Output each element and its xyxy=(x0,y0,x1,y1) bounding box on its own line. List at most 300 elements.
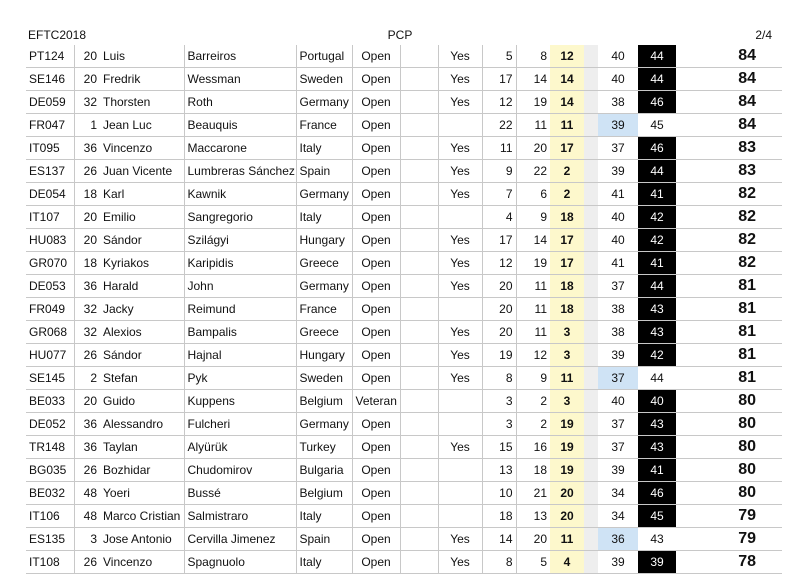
last-name: Alyürük xyxy=(184,436,296,459)
score-3: 20 xyxy=(550,505,584,528)
separator-cell xyxy=(584,252,598,275)
competitor-code: IT108 xyxy=(26,551,74,574)
empty-cell xyxy=(400,298,438,321)
table-row xyxy=(26,344,782,367)
empty-cell xyxy=(400,321,438,344)
class: Open xyxy=(352,413,400,436)
score-1: 22 xyxy=(482,114,516,137)
first-name: Alessandro xyxy=(100,413,184,436)
table-row xyxy=(26,321,782,344)
total-score: 83 xyxy=(676,160,782,183)
first-name: Jose Antonio xyxy=(100,528,184,551)
competitor-number: 32 xyxy=(74,321,100,344)
value-2: 44 xyxy=(638,45,676,68)
competitor-number: 20 xyxy=(74,390,100,413)
competitor-number: 36 xyxy=(74,275,100,298)
table-row xyxy=(26,528,782,551)
score-2: 14 xyxy=(516,229,550,252)
separator-cell xyxy=(584,275,598,298)
first-name: Taylan xyxy=(100,436,184,459)
total-score: 84 xyxy=(676,68,782,91)
value-2: 45 xyxy=(638,114,676,137)
value-1: 38 xyxy=(598,91,638,114)
table-row xyxy=(26,298,782,321)
separator-cell xyxy=(584,436,598,459)
value-2: 41 xyxy=(638,252,676,275)
competitor-number: 1 xyxy=(74,114,100,137)
yes-flag: Yes xyxy=(438,45,482,68)
last-name: Roth xyxy=(184,91,296,114)
first-name: Emilio xyxy=(100,206,184,229)
score-3: 14 xyxy=(550,91,584,114)
score-1: 10 xyxy=(482,482,516,505)
total-score: 82 xyxy=(676,252,782,275)
total-score: 84 xyxy=(676,114,782,137)
value-2: 43 xyxy=(638,436,676,459)
competitor-number: 26 xyxy=(74,344,100,367)
competitor-code: HU083 xyxy=(26,229,74,252)
separator-cell xyxy=(584,321,598,344)
yes-flag: Yes xyxy=(438,91,482,114)
score-1: 17 xyxy=(482,229,516,252)
score-1: 20 xyxy=(482,275,516,298)
competitor-code: DE053 xyxy=(26,275,74,298)
table-row xyxy=(26,183,782,206)
value-2: 43 xyxy=(638,321,676,344)
yes-flag xyxy=(438,505,482,528)
value-2: 42 xyxy=(638,229,676,252)
yes-flag: Yes xyxy=(438,137,482,160)
last-name: Bussé xyxy=(184,482,296,505)
total-score: 82 xyxy=(676,206,782,229)
total-score: 80 xyxy=(676,436,782,459)
class: Open xyxy=(352,528,400,551)
separator-cell xyxy=(584,206,598,229)
country: Spain xyxy=(296,528,352,551)
last-name: Cervilla Jimenez xyxy=(184,528,296,551)
competitor-code: SE146 xyxy=(26,68,74,91)
empty-cell xyxy=(400,45,438,68)
score-2: 11 xyxy=(516,275,550,298)
competitor-number: 36 xyxy=(74,413,100,436)
competitor-number: 18 xyxy=(74,252,100,275)
competitor-code: SE145 xyxy=(26,367,74,390)
score-2: 14 xyxy=(516,68,550,91)
separator-cell xyxy=(584,91,598,114)
value-2: 46 xyxy=(638,137,676,160)
score-3: 11 xyxy=(550,528,584,551)
last-name: Sangregorio xyxy=(184,206,296,229)
value-1: 39 xyxy=(598,344,638,367)
table-row xyxy=(26,252,782,275)
total-score: 79 xyxy=(676,528,782,551)
score-1: 18 xyxy=(482,505,516,528)
first-name: Marco Cristian xyxy=(100,505,184,528)
score-1: 19 xyxy=(482,344,516,367)
table-row xyxy=(26,367,782,390)
score-3: 18 xyxy=(550,206,584,229)
last-name: Salmistraro xyxy=(184,505,296,528)
country: Hungary xyxy=(296,229,352,252)
score-2: 20 xyxy=(516,137,550,160)
score-1: 8 xyxy=(482,551,516,574)
class: Open xyxy=(352,275,400,298)
table-row xyxy=(26,413,782,436)
score-3: 20 xyxy=(550,482,584,505)
total-score: 80 xyxy=(676,459,782,482)
score-2: 19 xyxy=(516,91,550,114)
class: Open xyxy=(352,160,400,183)
country: Italy xyxy=(296,551,352,574)
value-1: 37 xyxy=(598,367,638,390)
empty-cell xyxy=(400,459,438,482)
score-1: 4 xyxy=(482,206,516,229)
value-1: 39 xyxy=(598,459,638,482)
first-name: Alexios xyxy=(100,321,184,344)
country: Hungary xyxy=(296,344,352,367)
yes-flag xyxy=(438,298,482,321)
score-2: 16 xyxy=(516,436,550,459)
empty-cell xyxy=(400,344,438,367)
score-2: 2 xyxy=(516,390,550,413)
first-name: Fredrik xyxy=(100,68,184,91)
value-1: 36 xyxy=(598,528,638,551)
table-row xyxy=(26,551,782,574)
last-name: Maccarone xyxy=(184,137,296,160)
competitor-code: DE052 xyxy=(26,413,74,436)
empty-cell xyxy=(400,482,438,505)
first-name: Kyriakos xyxy=(100,252,184,275)
score-3: 3 xyxy=(550,321,584,344)
empty-cell xyxy=(400,275,438,298)
value-1: 41 xyxy=(598,183,638,206)
competitor-number: 18 xyxy=(74,183,100,206)
first-name: Jacky xyxy=(100,298,184,321)
table-row xyxy=(26,390,782,413)
first-name: Guido xyxy=(100,390,184,413)
value-2: 44 xyxy=(638,367,676,390)
score-3: 2 xyxy=(550,160,584,183)
class: Open xyxy=(352,252,400,275)
value-2: 41 xyxy=(638,183,676,206)
country: Italy xyxy=(296,137,352,160)
class: Open xyxy=(352,436,400,459)
yes-flag: Yes xyxy=(438,344,482,367)
total-score: 84 xyxy=(676,45,782,68)
last-name: Beauquis xyxy=(184,114,296,137)
score-2: 8 xyxy=(516,45,550,68)
score-2: 11 xyxy=(516,298,550,321)
country: Sweden xyxy=(296,367,352,390)
score-1: 9 xyxy=(482,160,516,183)
class: Veteran xyxy=(352,390,400,413)
last-name: Pyk xyxy=(184,367,296,390)
score-3: 17 xyxy=(550,252,584,275)
empty-cell xyxy=(400,390,438,413)
yes-flag: Yes xyxy=(438,321,482,344)
score-1: 3 xyxy=(482,413,516,436)
separator-cell xyxy=(584,528,598,551)
event-title: EFTC2018 xyxy=(28,28,87,42)
empty-cell xyxy=(400,413,438,436)
total-score: 82 xyxy=(676,183,782,206)
total-score: 80 xyxy=(676,482,782,505)
score-2: 13 xyxy=(516,505,550,528)
country: Belgium xyxy=(296,390,352,413)
empty-cell xyxy=(400,436,438,459)
first-name: Vincenzo xyxy=(100,137,184,160)
separator-cell xyxy=(584,459,598,482)
competitor-number: 48 xyxy=(74,482,100,505)
value-1: 38 xyxy=(598,321,638,344)
yes-flag: Yes xyxy=(438,551,482,574)
class: Open xyxy=(352,183,400,206)
empty-cell xyxy=(400,367,438,390)
table-row xyxy=(26,91,782,114)
page-number: 2/4 xyxy=(755,28,772,42)
last-name: Lumbreras Sánchez xyxy=(184,160,296,183)
competitor-code: IT095 xyxy=(26,137,74,160)
class: Open xyxy=(352,482,400,505)
country: France xyxy=(296,114,352,137)
first-name: Vincenzo xyxy=(100,551,184,574)
class: Open xyxy=(352,45,400,68)
yes-flag: Yes xyxy=(438,68,482,91)
value-2: 46 xyxy=(638,91,676,114)
table-row xyxy=(26,459,782,482)
last-name: Karipidis xyxy=(184,252,296,275)
competitor-number: 32 xyxy=(74,91,100,114)
class: Open xyxy=(352,551,400,574)
first-name: Bozhidar xyxy=(100,459,184,482)
value-2: 45 xyxy=(638,505,676,528)
competitor-number: 2 xyxy=(74,367,100,390)
score-3: 14 xyxy=(550,68,584,91)
score-2: 6 xyxy=(516,183,550,206)
total-score: 83 xyxy=(676,137,782,160)
separator-cell xyxy=(584,229,598,252)
competitor-code: DE059 xyxy=(26,91,74,114)
separator-cell xyxy=(584,505,598,528)
competitor-code: ES137 xyxy=(26,160,74,183)
value-1: 41 xyxy=(598,252,638,275)
value-1: 40 xyxy=(598,45,638,68)
value-2: 39 xyxy=(638,551,676,574)
country: Turkey xyxy=(296,436,352,459)
score-1: 12 xyxy=(482,252,516,275)
class: Open xyxy=(352,229,400,252)
value-1: 40 xyxy=(598,206,638,229)
class: Open xyxy=(352,68,400,91)
last-name: Bampalis xyxy=(184,321,296,344)
table-row xyxy=(26,505,782,528)
country: Belgium xyxy=(296,482,352,505)
value-2: 44 xyxy=(638,160,676,183)
score-3: 19 xyxy=(550,459,584,482)
separator-cell xyxy=(584,413,598,436)
empty-cell xyxy=(400,137,438,160)
score-2: 2 xyxy=(516,413,550,436)
score-1: 11 xyxy=(482,137,516,160)
score-3: 3 xyxy=(550,344,584,367)
class: Open xyxy=(352,114,400,137)
country: Greece xyxy=(296,252,352,275)
class: Open xyxy=(352,459,400,482)
total-score: 81 xyxy=(676,275,782,298)
empty-cell xyxy=(400,114,438,137)
score-3: 2 xyxy=(550,183,584,206)
value-1: 39 xyxy=(598,160,638,183)
last-name: Wessman xyxy=(184,68,296,91)
value-1: 39 xyxy=(598,114,638,137)
score-2: 12 xyxy=(516,344,550,367)
empty-cell xyxy=(400,528,438,551)
last-name: Chudomirov xyxy=(184,459,296,482)
competitor-number: 20 xyxy=(74,45,100,68)
score-3: 3 xyxy=(550,390,584,413)
score-2: 21 xyxy=(516,482,550,505)
first-name: Luis xyxy=(100,45,184,68)
value-1: 34 xyxy=(598,482,638,505)
class: Open xyxy=(352,298,400,321)
value-2: 44 xyxy=(638,68,676,91)
competitor-number: 20 xyxy=(74,206,100,229)
score-3: 19 xyxy=(550,436,584,459)
country: Germany xyxy=(296,91,352,114)
country: Italy xyxy=(296,505,352,528)
value-2: 43 xyxy=(638,528,676,551)
yes-flag xyxy=(438,114,482,137)
yes-flag: Yes xyxy=(438,183,482,206)
first-name: Jean Luc xyxy=(100,114,184,137)
category-title: PCP xyxy=(387,28,413,42)
score-1: 7 xyxy=(482,183,516,206)
score-2: 11 xyxy=(516,321,550,344)
value-1: 40 xyxy=(598,229,638,252)
last-name: Szilágyi xyxy=(184,229,296,252)
last-name: Barreiros xyxy=(184,45,296,68)
table-row xyxy=(26,137,782,160)
first-name: Thorsten xyxy=(100,91,184,114)
value-1: 40 xyxy=(598,68,638,91)
table-row xyxy=(26,275,782,298)
separator-cell xyxy=(584,68,598,91)
competitor-code: DE054 xyxy=(26,183,74,206)
competitor-number: 26 xyxy=(74,551,100,574)
competitor-number: 3 xyxy=(74,528,100,551)
country: Greece xyxy=(296,321,352,344)
value-2: 46 xyxy=(638,482,676,505)
total-score: 79 xyxy=(676,505,782,528)
total-score: 81 xyxy=(676,298,782,321)
competitor-number: 36 xyxy=(74,436,100,459)
empty-cell xyxy=(400,229,438,252)
value-1: 40 xyxy=(598,390,638,413)
competitor-code: BG035 xyxy=(26,459,74,482)
value-2: 41 xyxy=(638,459,676,482)
total-score: 84 xyxy=(676,91,782,114)
class: Open xyxy=(352,321,400,344)
last-name: Reimund xyxy=(184,298,296,321)
class: Open xyxy=(352,91,400,114)
first-name: Harald xyxy=(100,275,184,298)
total-score: 81 xyxy=(676,321,782,344)
yes-flag: Yes xyxy=(438,229,482,252)
competitor-code: ES135 xyxy=(26,528,74,551)
separator-cell xyxy=(584,344,598,367)
first-name: Yoeri xyxy=(100,482,184,505)
value-2: 43 xyxy=(638,298,676,321)
separator-cell xyxy=(584,551,598,574)
score-1: 5 xyxy=(482,45,516,68)
competitor-code: BE032 xyxy=(26,482,74,505)
score-1: 20 xyxy=(482,298,516,321)
country: Sweden xyxy=(296,68,352,91)
competitor-code: IT106 xyxy=(26,505,74,528)
total-score: 82 xyxy=(676,229,782,252)
competitor-number: 48 xyxy=(74,505,100,528)
country: Germany xyxy=(296,413,352,436)
competitor-number: 36 xyxy=(74,137,100,160)
score-2: 9 xyxy=(516,206,550,229)
score-1: 14 xyxy=(482,528,516,551)
first-name: Sándor xyxy=(100,229,184,252)
table-row xyxy=(26,160,782,183)
yes-flag xyxy=(438,413,482,436)
competitor-code: GR070 xyxy=(26,252,74,275)
value-2: 44 xyxy=(638,275,676,298)
value-2: 40 xyxy=(638,390,676,413)
first-name: Juan Vicente xyxy=(100,160,184,183)
table-row xyxy=(26,45,782,68)
last-name: Fulcheri xyxy=(184,413,296,436)
score-2: 19 xyxy=(516,252,550,275)
value-1: 38 xyxy=(598,298,638,321)
competitor-number: 26 xyxy=(74,160,100,183)
competitor-code: GR068 xyxy=(26,321,74,344)
competitor-number: 26 xyxy=(74,459,100,482)
country: Spain xyxy=(296,160,352,183)
score-2: 22 xyxy=(516,160,550,183)
last-name: Hajnal xyxy=(184,344,296,367)
separator-cell xyxy=(584,482,598,505)
competitor-code: FR047 xyxy=(26,114,74,137)
separator-cell xyxy=(584,367,598,390)
total-score: 78 xyxy=(676,551,782,574)
value-1: 37 xyxy=(598,436,638,459)
yes-flag xyxy=(438,390,482,413)
score-2: 18 xyxy=(516,459,550,482)
yes-flag: Yes xyxy=(438,436,482,459)
yes-flag xyxy=(438,459,482,482)
class: Open xyxy=(352,206,400,229)
table-row xyxy=(26,114,782,137)
competitor-number: 20 xyxy=(74,229,100,252)
results-table xyxy=(26,45,782,574)
empty-cell xyxy=(400,206,438,229)
empty-cell xyxy=(400,160,438,183)
score-3: 19 xyxy=(550,413,584,436)
country: Germany xyxy=(296,183,352,206)
value-1: 34 xyxy=(598,505,638,528)
results-rows xyxy=(26,45,782,574)
yes-flag: Yes xyxy=(438,528,482,551)
competitor-code: TR148 xyxy=(26,436,74,459)
country: France xyxy=(296,298,352,321)
yes-flag: Yes xyxy=(438,160,482,183)
empty-cell xyxy=(400,68,438,91)
value-2: 42 xyxy=(638,344,676,367)
